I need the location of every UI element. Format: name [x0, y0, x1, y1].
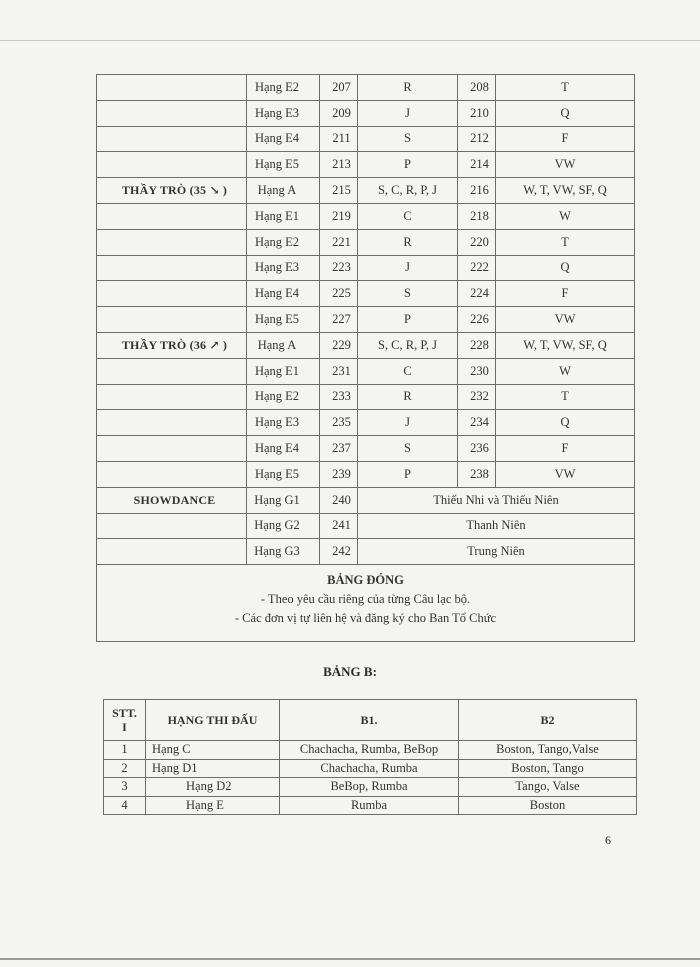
rank-cell: Hạng D2	[146, 778, 280, 797]
group-cell	[97, 126, 247, 152]
competition-table-a	[96, 74, 635, 642]
dance-cell: W	[496, 358, 635, 384]
category-cell: Thanh Niên	[358, 513, 635, 539]
number-cell: 233	[320, 384, 358, 410]
number-cell: 236	[458, 436, 496, 462]
number-cell: 226	[458, 307, 496, 333]
rank-cell: Hạng E5	[247, 152, 320, 178]
number-cell: 228	[458, 332, 496, 358]
stt-cell: 2	[104, 759, 146, 778]
dance-cell: F	[496, 281, 635, 307]
dance-cell: W	[496, 203, 635, 229]
dance-cell: P	[358, 152, 458, 178]
dance-cell: F	[496, 436, 635, 462]
dance-cell: S	[358, 126, 458, 152]
dance-cell: W, T, VW, SF, Q	[496, 332, 635, 358]
number-cell: 237	[320, 436, 358, 462]
page-edge-bottom	[0, 958, 700, 960]
table-row	[97, 384, 635, 410]
group-cell	[97, 410, 247, 436]
stt-cell: 4	[104, 796, 146, 815]
group-label: THẦY TRÒ (36	[121, 337, 207, 352]
b2-cell: Tango, Valse	[459, 778, 637, 797]
number-cell: 214	[458, 152, 496, 178]
rank-cell: Hạng E3	[247, 410, 320, 436]
table-row	[104, 778, 637, 797]
table-row	[97, 75, 635, 101]
b1-cell: Rumba	[280, 796, 459, 815]
page-edge-top	[0, 40, 700, 41]
category-cell: Thiếu Nhi và Thiếu Niên	[358, 487, 635, 513]
rank-cell: Hạng E3	[247, 255, 320, 281]
number-cell: 208	[458, 75, 496, 101]
table-row	[97, 487, 635, 513]
table-b-heading: BẢNG B:	[323, 664, 377, 679]
rank-cell: Hạng E5	[247, 461, 320, 487]
table-row	[97, 410, 635, 436]
table-row	[97, 203, 635, 229]
table-row	[97, 461, 635, 487]
dance-cell: VW	[496, 307, 635, 333]
table-row	[104, 741, 637, 760]
dance-cell: T	[496, 384, 635, 410]
number-cell: 212	[458, 126, 496, 152]
group-cell	[97, 358, 247, 384]
dance-cell: S	[358, 436, 458, 462]
dance-cell: J	[358, 410, 458, 436]
table-row	[97, 178, 635, 204]
group-cell	[97, 75, 247, 101]
dance-cell: S, C, R, P, J	[358, 332, 458, 358]
rank-cell: Hạng E2	[247, 229, 320, 255]
dance-cell: Q	[496, 100, 635, 126]
header-stt: STT. I	[104, 700, 146, 741]
table-row	[97, 539, 635, 565]
group-label: THẦY TRÒ (35	[121, 183, 207, 198]
table-row	[97, 229, 635, 255]
table-row	[97, 255, 635, 281]
number-cell: 215	[320, 178, 358, 204]
rank-cell: Hạng C	[146, 741, 280, 760]
b1-cell: Chachacha, Rumba, BeBop	[280, 741, 459, 760]
rank-cell: Hạng E4	[247, 436, 320, 462]
number-cell: 242	[320, 539, 358, 565]
rank-cell: Hạng E4	[247, 126, 320, 152]
dance-cell: VW	[496, 152, 635, 178]
dance-cell: P	[358, 461, 458, 487]
dance-cell: J	[358, 255, 458, 281]
number-cell: 209	[320, 100, 358, 126]
number-cell: 229	[320, 332, 358, 358]
number-cell: 227	[320, 307, 358, 333]
closing-line: - Theo yêu cầu riêng của từng Câu lạc bộ.	[260, 592, 471, 607]
b2-cell: Boston, Tango	[459, 759, 637, 778]
closing-line: - Các đơn vị tự liên hệ và đăng ký cho Ban Tổ Chức	[234, 611, 497, 626]
b1-cell: Chachacha, Rumba	[280, 759, 459, 778]
rank-cell: Hạng E1	[247, 358, 320, 384]
table-row	[97, 100, 635, 126]
table-row	[97, 332, 635, 358]
stt-cell: 1	[104, 741, 146, 760]
number-cell: 234	[458, 410, 496, 436]
page-number: 6	[605, 833, 611, 847]
table-row	[97, 281, 635, 307]
group-cell	[97, 513, 247, 539]
dance-cell: J	[358, 100, 458, 126]
category-cell: Trung Niên	[358, 539, 635, 565]
b2-cell: Boston, Tango,Valse	[459, 741, 637, 760]
number-cell: 223	[320, 255, 358, 281]
dance-cell: C	[358, 203, 458, 229]
dance-cell: W, T, VW, SF, Q	[496, 178, 635, 204]
competition-table-b	[103, 699, 637, 815]
rank-cell: Hạng D1	[146, 759, 280, 778]
group-cell: THẦY TRÒ (35 ↘ )	[97, 178, 247, 204]
number-cell: 239	[320, 461, 358, 487]
number-cell: 219	[320, 203, 358, 229]
group-cell	[97, 255, 247, 281]
number-cell: 235	[320, 410, 358, 436]
group-cell	[97, 100, 247, 126]
rank-cell: Hạng G1	[247, 487, 320, 513]
dance-cell: Q	[496, 410, 635, 436]
number-cell: 222	[458, 255, 496, 281]
table-row	[97, 126, 635, 152]
group-cell	[97, 281, 247, 307]
number-cell: 241	[320, 513, 358, 539]
number-cell: 218	[458, 203, 496, 229]
number-cell: 232	[458, 384, 496, 410]
dance-cell: VW	[496, 461, 635, 487]
dance-cell: R	[358, 229, 458, 255]
b2-cell: Boston	[459, 796, 637, 815]
table-row	[97, 436, 635, 462]
number-cell: 230	[458, 358, 496, 384]
group-cell	[97, 229, 247, 255]
table-b-header-row	[104, 700, 637, 741]
rank-cell: Hạng E	[146, 796, 280, 815]
group-cell: THẦY TRÒ (36 ↗ )	[97, 332, 247, 358]
table-row	[104, 796, 637, 815]
group-cell: SHOWDANCE	[97, 487, 247, 513]
dance-cell: S, C, R, P, J	[358, 178, 458, 204]
group-cell	[97, 384, 247, 410]
dance-cell: T	[496, 75, 635, 101]
rank-cell: Hạng E1	[247, 203, 320, 229]
number-cell: 225	[320, 281, 358, 307]
group-cell	[97, 203, 247, 229]
number-cell: 238	[458, 461, 496, 487]
number-cell: 220	[458, 229, 496, 255]
dance-cell: F	[496, 126, 635, 152]
b1-cell: BeBop, Rumba	[280, 778, 459, 797]
group-cell	[97, 461, 247, 487]
rank-cell: Hạng E2	[247, 75, 320, 101]
header-b1: B1.	[280, 700, 459, 741]
group-cell	[97, 539, 247, 565]
number-cell: 211	[320, 126, 358, 152]
dance-cell: R	[358, 75, 458, 101]
number-cell: 207	[320, 75, 358, 101]
dance-cell: R	[358, 384, 458, 410]
rank-cell: Hạng E4	[247, 281, 320, 307]
dance-cell: P	[358, 307, 458, 333]
table-row	[104, 759, 637, 778]
number-cell: 210	[458, 100, 496, 126]
number-cell: 231	[320, 358, 358, 384]
arrow-icon: ↘	[209, 183, 220, 198]
number-cell: 216	[458, 178, 496, 204]
table-row	[97, 513, 635, 539]
header-b2: B2	[459, 700, 637, 741]
dance-cell: C	[358, 358, 458, 384]
table-row	[97, 358, 635, 384]
rank-cell: Hạng E5	[247, 307, 320, 333]
closing-title: BẢNG ĐÓNG	[327, 573, 404, 588]
rank-cell: Hạng E3	[247, 100, 320, 126]
number-cell: 221	[320, 229, 358, 255]
rank-cell: Hạng E2	[247, 384, 320, 410]
dance-cell: Q	[496, 255, 635, 281]
number-cell: 224	[458, 281, 496, 307]
closing-cell	[97, 565, 635, 642]
number-cell: 213	[320, 152, 358, 178]
dance-cell: T	[496, 229, 635, 255]
rank-cell: Hạng A	[247, 178, 320, 204]
stt-cell: 3	[104, 778, 146, 797]
table-row	[97, 152, 635, 178]
dance-cell: S	[358, 281, 458, 307]
header-rank: HẠNG THI ĐẤU	[146, 700, 280, 741]
rank-cell: Hạng G3	[247, 539, 320, 565]
number-cell: 240	[320, 487, 358, 513]
group-cell	[97, 307, 247, 333]
closing-row	[97, 565, 635, 642]
group-cell	[97, 436, 247, 462]
rank-cell: Hạng A	[247, 332, 320, 358]
group-cell	[97, 152, 247, 178]
rank-cell: Hạng G2	[247, 513, 320, 539]
table-row	[97, 307, 635, 333]
arrow-icon: ↗	[209, 337, 220, 352]
